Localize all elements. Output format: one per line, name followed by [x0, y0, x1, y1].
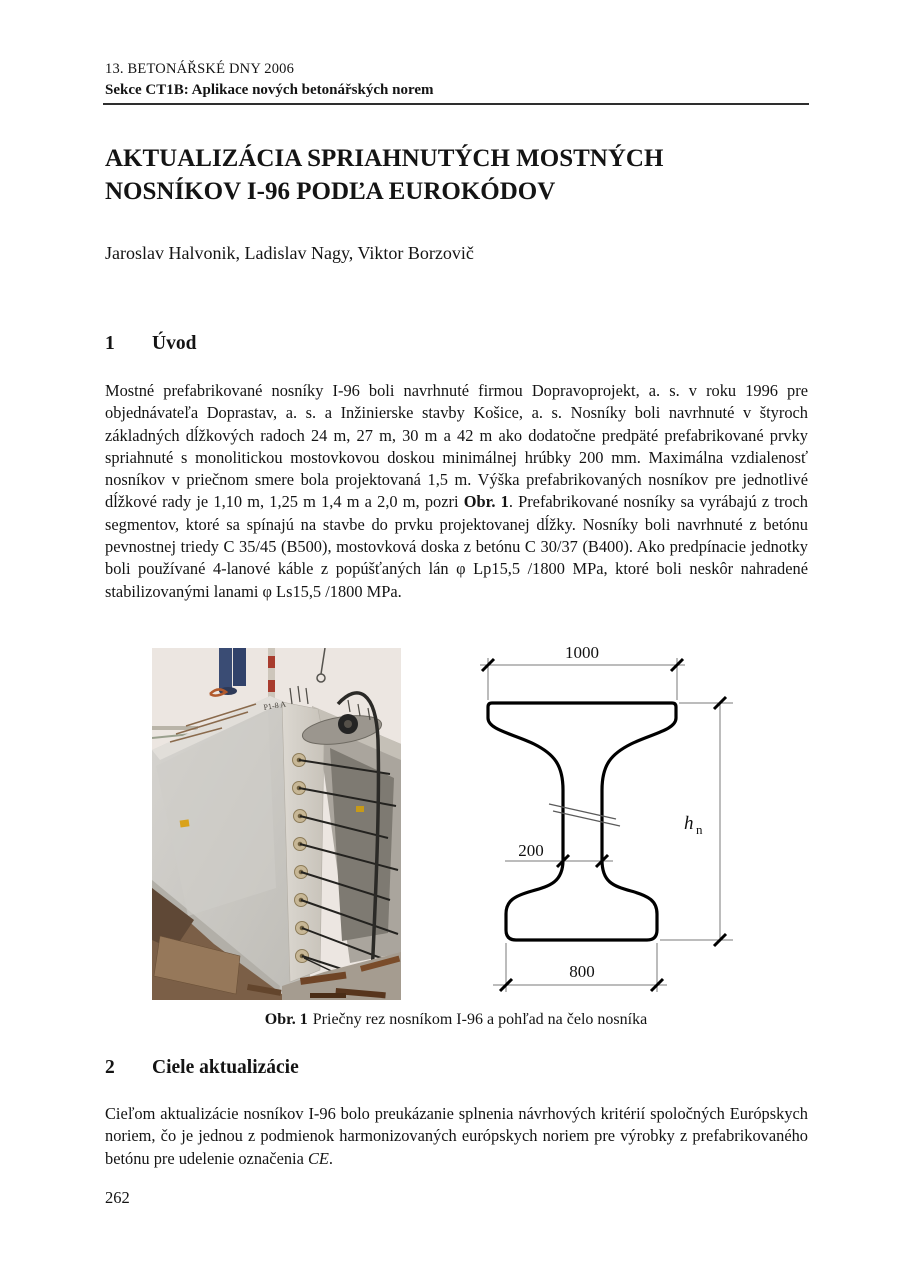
dim-label-top: 1000	[565, 643, 599, 662]
section1-title: Úvod	[152, 333, 197, 354]
section2-title: Ciele aktualizácie	[152, 1057, 299, 1078]
section1-paragraph	[105, 380, 808, 603]
beam-photo-illustration	[152, 648, 401, 1000]
section2-paragraph	[105, 1103, 808, 1170]
beam-outline	[488, 703, 676, 940]
figure-drawing	[455, 638, 795, 1012]
section1-heading	[105, 333, 807, 355]
par1-text-b: . Prefabrikované nosníky sa vyrábajú z troch segmentov, ktoré sa spínajú na stavbe do prvku projektovanej dĺžky. Nosníky boli navrhnuté z betónu pevnostnej triedy C 35/45 (B500), mostovková doska z betónu C 30/37 (B400). Ako predpínacie jednotky boli používané 4-lanové káble z popúšťaných lán φ Lp15,5 /1800 MPa, ktoré boli neskôr nahradené stabilizovanými lanami φ Ls15,5 /1800 MPa.	[105, 492, 808, 601]
section2-number: 2	[105, 1057, 115, 1078]
figure-caption-label: Obr. 1	[264, 1011, 308, 1028]
dim-label-height-sub: n	[696, 822, 703, 837]
figure-caption-text: Priečny rez nosníkom I-96 a pohľad na čelo nosníka	[312, 1011, 648, 1028]
par1-figure-ref: Obr. 1	[463, 492, 509, 512]
header-section-line: Sekce CT1B: Aplikace nových betonářských norem	[105, 82, 434, 98]
paper-title	[105, 142, 807, 208]
page-number: 262	[105, 1188, 130, 1207]
header-rule	[103, 103, 809, 105]
section1-number: 1	[105, 333, 115, 354]
par2-text-a: Cieľom aktualizácie nosníkov I-96 bolo preukázanie splnenia návrhových kritérií spoločných Európskych noriem, čo je jednou z podmienok harmonizovaných európskych noriem pre výrobky z prefabrikovaného betónu pre udelenie označenia	[105, 1104, 808, 1168]
par1-text-a: Mostné prefabrikované nosníky I-96 boli navrhnuté firmou Dopravoprojekt, a. s. v roku 1996 pre objednávateľa Doprastav, a. s. a Inžinierske stavby Košice, a. s. Nosníky boli navrhnuté v štyroch základných dĺžkových radoch 24 m, 27 m, 30 m a 42 m ako dodatočne predpäté prefabrikované prvky spriahnuté s monolitickou mostovkovou doskou minimálnej hrúbky 200 mm. Maximálna vzdialenosť nosníkov v priečnom smere bola projektovaná 1,5 m. Výška prefabrikovaných nosníkov pre jednotlivé dĺžkové rady je 1,10 m, 1,25 m 1,4 m a 2,0 m, pozri	[105, 381, 808, 512]
dim-label-height-var: h	[684, 813, 694, 834]
section2-heading	[105, 1057, 807, 1079]
photo-beam-marking: P1-8 A	[262, 699, 287, 712]
paper-title-line1: AKTUALIZÁCIA SPRIAHNUTÝCH MOSTNÝCH	[105, 145, 664, 172]
par2-text-b: .	[328, 1148, 334, 1168]
figure-caption	[105, 1011, 807, 1029]
paper-title-line2: NOSNÍKOV I-96 PODĽA EUROKÓDOV	[105, 178, 556, 205]
dim-label-bottom: 800	[569, 962, 595, 981]
par2-ce-mark: CE	[307, 1148, 329, 1168]
dim-label-web: 200	[518, 841, 544, 860]
authors-line: Jaroslav Halvonik, Ladislav Nagy, Viktor Borzovič	[105, 243, 474, 263]
figure-photo	[152, 648, 401, 1000]
header-conference: 13. BETONÁŘSKÉ DNY 2006	[105, 61, 295, 77]
cross-section-drawing	[455, 638, 795, 1012]
